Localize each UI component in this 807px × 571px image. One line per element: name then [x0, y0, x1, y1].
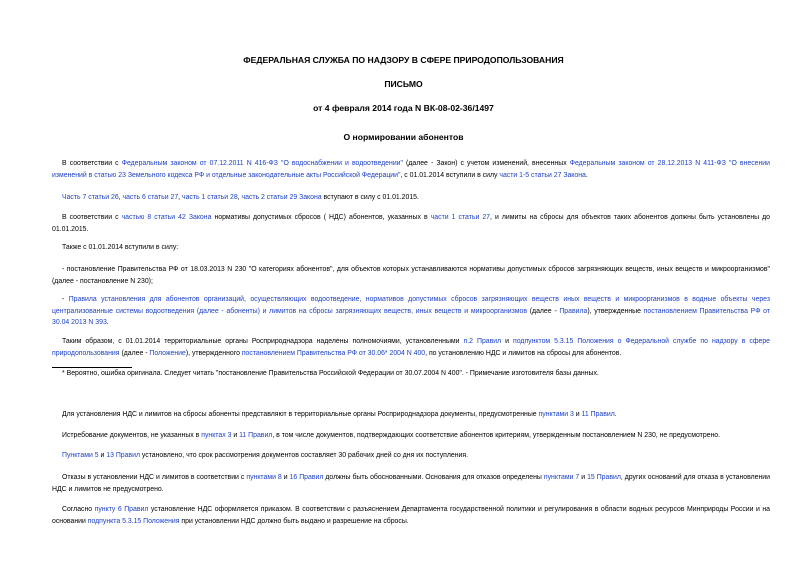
link-rules-p11b[interactable]: 11 Правил	[239, 432, 273, 439]
paragraph-11: Отказы в установлении НДС и лимитов в соответствии с пунктами 8 и 16 Правил должны быть обоснованными. Основания для отказов определены пунктами 7 и 15 Правил, других оснований для отказа в установлении НДС и лимитов не предусмотрено.	[52, 474, 770, 493]
link-art27-part6[interactable]: часть 6 статьи 27	[122, 194, 179, 201]
paragraph-6: - Правила установления для абонентов организаций, осуществляющих водоотведение, нормативов допустимых сбросов загрязняющих веществ иных веществ и микроорганизмов в водные объекты через централизованные системы водоотведения (далее - абоненты) и лимитов на сбросы загрязняющих веществ, иных веществ и микроорганизмов (далее - Правила), утвержденные постановлением Правительства РФ от 30.04 2013 N 393.	[52, 296, 770, 326]
link-resolution-400[interactable]: постановлением Правительства РФ от 30.06* 2004 N 400	[241, 349, 426, 357]
link-rules-p3b[interactable]: пунктах 3	[201, 432, 232, 439]
link-regulation[interactable]: Положение	[149, 349, 186, 357]
paragraph-8: Для установления НДС и лимитов на сбросы абоненты представляют в территориальные органы Росприроднадзора документы, предусмотренные пунктами 3 и 11 Правил.	[62, 411, 617, 418]
link-regulation-5-3-15b[interactable]: подпункта 5.3.15 Положения	[87, 517, 180, 525]
link-rules-p13[interactable]: 13 Правил	[106, 452, 140, 459]
link-art29-part2[interactable]: часть 2 статьи 29 Закона	[241, 194, 322, 201]
link-rules-p8[interactable]: пунктами 8	[246, 474, 282, 481]
link-rules-p6[interactable]: пункту 6 Правил	[94, 506, 149, 513]
paragraph-2: Часть 7 статьи 26, часть 6 статьи 27, часть 1 статьи 28, часть 2 статьи 29 Закона вступают в силу с 01.01.2015.	[62, 194, 419, 201]
paragraph-7: Таким образом, с 01.01.2014 территориальные органы Росприроднадзора наделены полномочиями, установленными п.2 Правил и подпунктом 5.3.15 Положения о Федеральной службе по надзору в сфере природопользования (далее - Положение), утвержденного постановлением Правительства РФ от 30.06* 2004 N 400, по установлению НДС и лимитов на сбросы для абонентов.	[52, 338, 770, 357]
link-rules-p3[interactable]: пунктами 3	[538, 411, 574, 418]
link-law-411[interactable]: Федеральным законом от 28.12.2013 N 411-ФЗ "О внесении изменений в статью 23 Земельного кодекса РФ и отдельные законодательные акты Российской Федерации"	[52, 160, 771, 179]
link-rules[interactable]: Правила установления для абонентов организаций, осуществляющих водоотведение, нормативов допустимых сбросов загрязняющих веществ иных веществ и микроорганизмов в водные объекты через централизованные системы водоотведения (далее - абоненты) и лимитов на сбросы загрязняющих веществ, иных веществ и микроорганизмов	[52, 296, 770, 315]
footnote: * Вероятно, ошибка оригинала. Следует читать "постановление Правительства Российской Федерации от 30.07.2004 N 400". - Примечание изготовителя базы данных.	[62, 370, 599, 377]
paragraph-1: В соответствии с Федеральным законом от 07.12.2011 N 416-ФЗ "О водоснабжении и водоотведении" (далее - Закон) с учетом изменений, внесенных Федеральным законом от 28.12.2013 N 411-ФЗ "О внесении изменений в статью 23 Земельного кодекса РФ и отдельные законодательные акты Российской Федерации", с 01.01.2014 вступили в силу части 1-5 статьи 27 Закона.	[52, 160, 771, 179]
link-art26-part7[interactable]: Часть 7 статьи 26	[62, 194, 119, 201]
document-title: О нормировании абонентов	[343, 132, 464, 142]
link-regulation-5-3-15[interactable]: подпунктом 5.3.15 Положения о Федеральной службе по надзору в сфере природопользования	[52, 338, 770, 357]
link-rules-p5[interactable]: Пунктами 5	[62, 452, 99, 459]
paragraph-10: Пунктами 5 и 13 Правил установлено, что срок рассмотрения документов составляет 30 рабочих дней со дня их поступления.	[62, 452, 469, 459]
paragraph-9: Истребование документов, не указанных в пунктах 3 и 11 Правил, в том числе документов, подтверждающих соответствие абонентов критериям, утвержденным постановлением N 230, не предусмотрено.	[62, 432, 721, 439]
link-art27-part1[interactable]: части 1 статьи 27	[430, 214, 491, 221]
paragraph-4: Также с 01.01.2014 вступили в силу:	[62, 244, 179, 251]
link-art28-part1[interactable]: часть 1 статьи 28	[182, 194, 238, 201]
link-rules-short[interactable]: Правила	[559, 307, 588, 315]
link-resolution-393[interactable]: постановлением Правительства РФ от 30.04 2013 N 393	[52, 307, 770, 326]
paragraph-12: Согласно пункту 6 Правил установление НДС оформляется приказом. В соответствии с разъяснением Департамента государственной политики и регулирования в области водных ресурсов Минприроды России и на основании подпункта 5.3.15 Положения при установлении НДС должно быть выдано и разрешение на сбросы.	[52, 506, 771, 525]
link-rules-p2[interactable]: п.2 Правил	[463, 338, 502, 345]
link-law-416[interactable]: Федеральным законом от 07.12.2011 N 416-ФЗ "О водоснабжении и водоотведении"	[121, 160, 403, 167]
link-rules-p15[interactable]: 15 Правил	[587, 474, 621, 481]
link-rules-p16[interactable]: 16 Правил	[289, 474, 324, 481]
agency-heading: ФЕДЕРАЛЬНАЯ СЛУЖБА ПО НАДЗОРУ В СФЕРЕ ПРИРОДОПОЛЬЗОВАНИЯ	[243, 55, 564, 65]
paragraph-5: - постановление Правительства РФ от 18.03.2013 N 230 "О категориях абонентов", для объектов которых устанавливаются нормативы допустимых сбросов загрязняющих веществ, иных веществ и микроорганизмов" (далее - постановление N 230);	[52, 266, 770, 285]
doc-type-heading: ПИСЬМО	[384, 79, 423, 89]
link-rules-p7[interactable]: пунктами 7	[543, 474, 580, 481]
paragraph-3: В соответствии с частью 8 статьи 42 Закона нормативы допустимых сбросов ( НДС) абонентов, указанных в части 1 статьи 27, и лимиты на сбросы для объектов таких абонентов должны быть установлены до 01.01.2015.	[52, 214, 770, 233]
date-number-heading: от 4 февраля 2014 года N ВК-08-02-36/1497	[313, 103, 494, 113]
link-art42-part8[interactable]: частью 8 статьи 42 Закона	[121, 214, 212, 221]
link-rules-p11[interactable]: 11 Правил	[581, 411, 615, 418]
link-art27-parts1-5[interactable]: части 1-5 статьи 27 Закона	[499, 171, 586, 179]
